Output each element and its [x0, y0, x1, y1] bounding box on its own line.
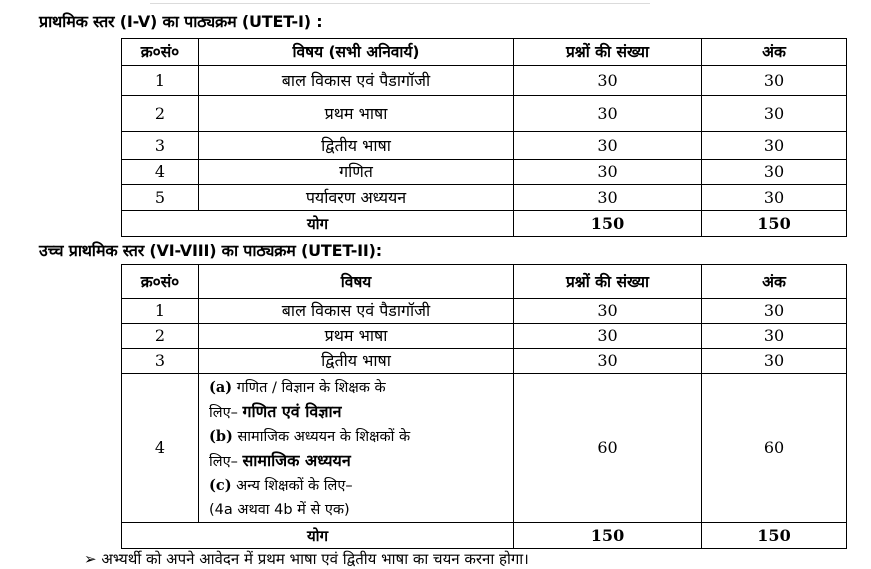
cell-marks: 30: [702, 96, 847, 132]
cell-subject: प्रथम भाषा: [199, 324, 514, 349]
cell-questions: 30: [514, 324, 702, 349]
table-row: [122, 160, 847, 185]
clipped-top-text: [150, 0, 650, 4]
cell-serial: 3: [122, 349, 199, 374]
cell-subject: द्वितीय भाषा: [199, 132, 514, 160]
total-questions: 150: [514, 211, 702, 237]
option-b-subject-line: [209, 449, 507, 474]
cell-subject: गणित: [199, 160, 514, 185]
cell-marks: 30: [702, 66, 847, 96]
header-marks: अंक: [702, 265, 847, 299]
primary-level-heading: प्राथमिक स्तर (I-V) का पाठ्यक्रम (UTET-I) :: [39, 12, 323, 31]
cell-serial: 3: [122, 132, 199, 160]
option-a-line: [209, 376, 507, 400]
total-row: [122, 523, 847, 549]
header-subject: विषय (सभी अनिवार्य): [199, 39, 514, 66]
cell-marks: 30: [702, 324, 847, 349]
cell-marks: 30: [702, 132, 847, 160]
option-a-subject: गणित एवं विज्ञान: [242, 402, 342, 421]
cell-serial: 2: [122, 96, 199, 132]
option-a-subject-line: [209, 400, 507, 425]
option-b-subject: सामाजिक अध्ययन: [242, 451, 351, 470]
cell-subject: द्वितीय भाषा: [199, 349, 514, 374]
header-marks: अंक: [702, 39, 847, 66]
cell-questions: 30: [514, 299, 702, 324]
table-header-row: [122, 265, 847, 299]
option-b-marker: (b): [209, 428, 233, 445]
cell-serial: 2: [122, 324, 199, 349]
cell-subject: प्रथम भाषा: [199, 96, 514, 132]
option-c-note: (4a अथवा 4b में से एक): [209, 502, 350, 518]
footer-note: ➢ अभ्यर्थी को अपने आवेदन में प्रथम भाषा एवं द्वितीय भाषा का चयन करना होगा।: [84, 550, 529, 568]
cell-questions: 30: [514, 185, 702, 211]
cell-marks: 30: [702, 160, 847, 185]
table-row: [122, 132, 847, 160]
header-subject: विषय: [199, 265, 514, 299]
cell-subject: पर्यावरण अध्ययन: [199, 185, 514, 211]
header-serial: क्र०सं०: [122, 39, 199, 66]
cell-serial: 1: [122, 299, 199, 324]
cell-subject-options: [199, 374, 514, 523]
option-a-text: गणित / विज्ञान के शिक्षक के: [236, 380, 386, 396]
cell-marks: 30: [702, 349, 847, 374]
option-b-line: [209, 425, 507, 449]
cell-questions: 30: [514, 349, 702, 374]
cell-questions: 30: [514, 96, 702, 132]
header-questions: प्रश्नों की संख्या: [514, 39, 702, 66]
header-questions: प्रश्नों की संख्या: [514, 265, 702, 299]
option-b-text: सामाजिक अध्ययन के शिक्षकों के: [237, 429, 411, 445]
table-row: [122, 349, 847, 374]
total-marks: 150: [702, 523, 847, 549]
table-row: [122, 66, 847, 96]
header-serial: क्र०सं०: [122, 265, 199, 299]
cell-questions: 30: [514, 66, 702, 96]
cell-questions: 60: [514, 374, 702, 523]
table-row: [122, 299, 847, 324]
table-header-row: [122, 39, 847, 66]
table-row: [122, 96, 847, 132]
option-c-line: [209, 474, 507, 498]
total-row: [122, 211, 847, 237]
cell-subject: बाल विकास एवं पैडागॉजी: [199, 66, 514, 96]
cell-serial: 4: [122, 160, 199, 185]
cell-questions: 30: [514, 132, 702, 160]
option-a-marker: (a): [209, 379, 233, 396]
option-c-marker: (c): [209, 477, 232, 494]
option-b-for: लिए–: [209, 454, 238, 470]
cell-marks: 30: [702, 299, 847, 324]
cell-serial: 4: [122, 374, 199, 523]
cell-subject: बाल विकास एवं पैडागॉजी: [199, 299, 514, 324]
cell-serial: 1: [122, 66, 199, 96]
option-a-for: लिए–: [209, 405, 238, 421]
cell-serial: 5: [122, 185, 199, 211]
cell-marks: 30: [702, 185, 847, 211]
upper-syllabus-table: [121, 264, 847, 549]
total-label: योग: [122, 211, 514, 237]
total-label: योग: [122, 523, 514, 549]
table-row: [122, 185, 847, 211]
table-row: [122, 374, 847, 523]
upper-primary-level-heading: उच्च प्राथमिक स्तर (VI-VIII) का पाठ्यक्रम (UTET-II):: [39, 241, 382, 260]
table-row: [122, 324, 847, 349]
primary-syllabus-table: [121, 38, 847, 237]
total-marks: 150: [702, 211, 847, 237]
total-questions: 150: [514, 523, 702, 549]
cell-questions: 30: [514, 160, 702, 185]
cell-marks: 60: [702, 374, 847, 523]
option-c-text: अन्य शिक्षकों के लिए–: [236, 478, 353, 494]
